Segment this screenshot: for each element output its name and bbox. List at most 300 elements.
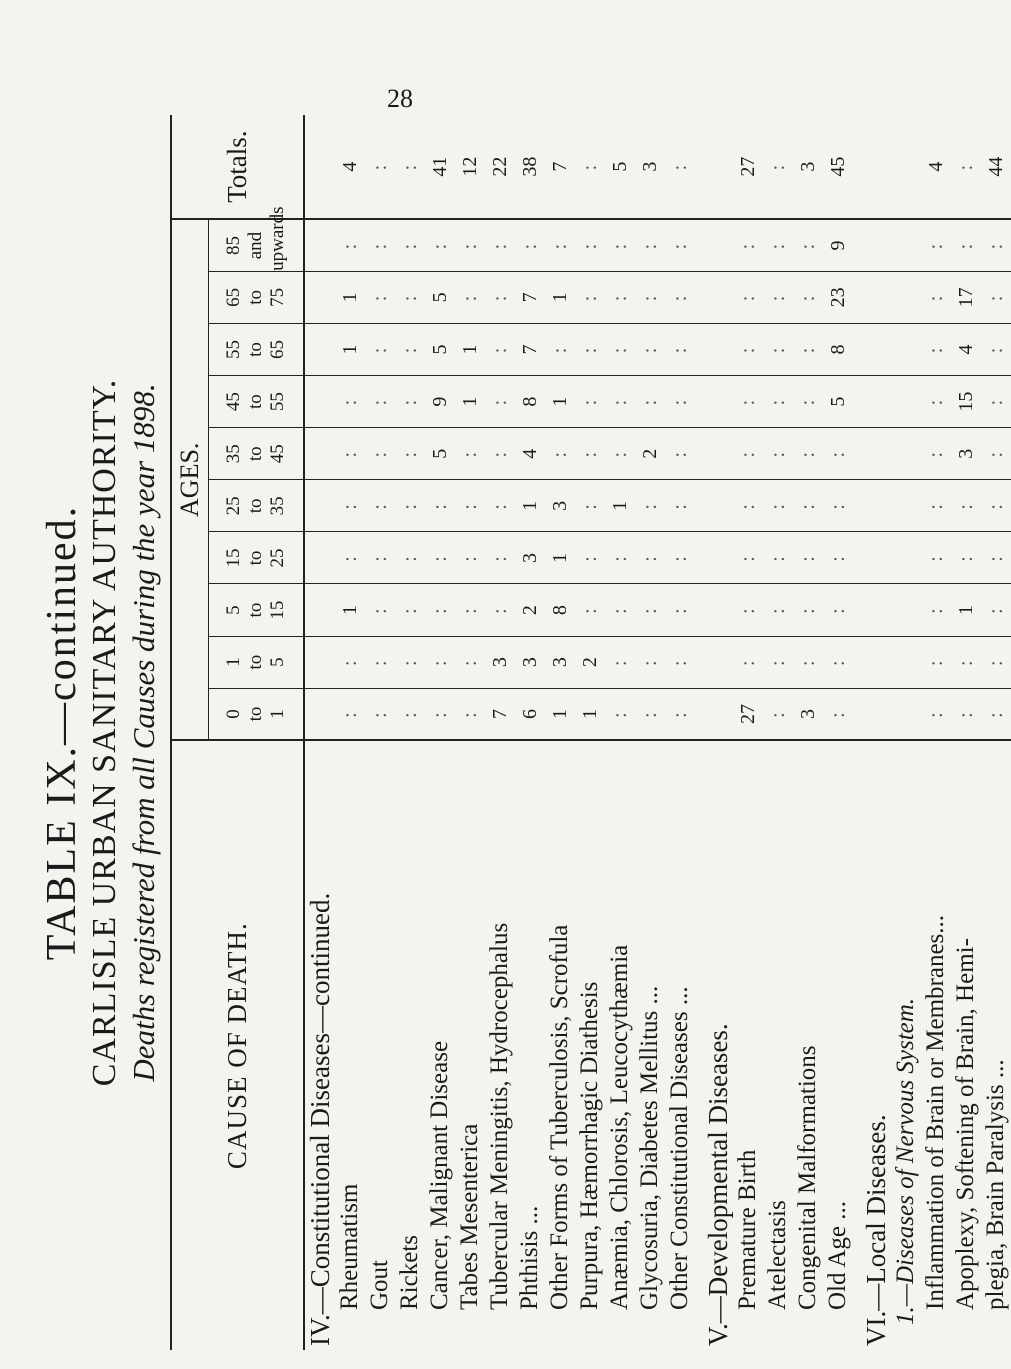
age-group-to-word: to — [245, 498, 266, 514]
age-count-cell — [304, 323, 335, 375]
age-count-cell: : — [605, 532, 635, 584]
age-count-cell: : — [605, 323, 635, 375]
row-total-cell: 45 — [823, 115, 853, 219]
age-count-cell: : — [335, 636, 365, 688]
age-count-cell: 1 — [455, 323, 485, 375]
age-count-cell — [703, 376, 733, 428]
age-count-cell: 1 — [605, 480, 635, 532]
age-count-cell: : — [823, 584, 853, 636]
age-group-header — [209, 688, 305, 740]
age-count-cell: : — [335, 219, 365, 271]
table-row — [455, 115, 485, 1350]
age-count-cell: : — [733, 532, 763, 584]
age-count-cell: : — [823, 428, 853, 480]
age-count-cell: : — [335, 480, 365, 532]
age-count-cell: 7 — [515, 323, 545, 375]
age-group-from: 0 — [223, 709, 244, 719]
age-count-cell — [703, 480, 733, 532]
authority-name: CARLISLE URBAN SANITARY AUTHORITY. — [86, 378, 123, 1087]
age-count-cell: : — [981, 428, 1011, 480]
row-total-cell: : — [763, 115, 793, 219]
age-count-cell: : — [733, 323, 763, 375]
age-group-from: 35 — [223, 444, 244, 464]
age-count-cell: : — [763, 271, 793, 323]
age-count-cell: : — [921, 323, 951, 375]
age-count-cell: : — [635, 271, 665, 323]
age-count-cell: : — [605, 584, 635, 636]
age-count-cell: : — [575, 480, 605, 532]
age-count-cell — [861, 376, 891, 428]
table-subtitle: Deaths registered from all Causes during the year 1898. — [126, 383, 161, 1082]
age-count-cell: : — [793, 584, 823, 636]
age-count-cell: : — [425, 584, 455, 636]
age-count-cell: : — [981, 271, 1011, 323]
age-count-cell: 1 — [515, 480, 545, 532]
cause-label: Old Age ... — [824, 1200, 851, 1310]
age-count-cell: : — [823, 636, 853, 688]
age-count-cell: 3 — [485, 636, 515, 688]
age-count-cell: : — [763, 480, 793, 532]
age-count-cell: 2 — [575, 636, 605, 688]
age-count-cell: : — [921, 636, 951, 688]
row-total-cell: 7 — [545, 115, 575, 219]
age-count-cell: : — [793, 532, 823, 584]
spacer-row — [853, 115, 861, 1350]
row-total-cell: : — [365, 115, 395, 219]
table-row — [485, 115, 515, 1350]
age-count-cell: : — [763, 428, 793, 480]
age-count-cell — [891, 271, 921, 323]
age-count-cell: 3 — [951, 428, 981, 480]
age-count-cell: 17 — [951, 271, 981, 323]
age-count-cell: : — [425, 636, 455, 688]
age-group-to-word: to — [245, 706, 266, 722]
age-group-header — [209, 584, 305, 636]
totals-header: Totals. — [171, 115, 304, 219]
age-group-upto: 65 — [267, 340, 288, 360]
age-count-cell: 1 — [335, 271, 365, 323]
age-count-cell: : — [981, 376, 1011, 428]
age-count-cell: : — [665, 323, 695, 375]
age-count-cell: : — [921, 271, 951, 323]
age-count-cell: : — [425, 688, 455, 740]
age-count-cell: 1 — [335, 584, 365, 636]
age-group-to-word: to — [245, 394, 266, 410]
cause-label: Tabes Mesenterica — [456, 1123, 483, 1310]
age-count-cell: : — [455, 271, 485, 323]
age-count-cell: : — [793, 636, 823, 688]
age-count-cell: : — [485, 271, 515, 323]
age-count-cell: 1 — [951, 584, 981, 636]
age-group-upto: 1 — [267, 709, 288, 719]
age-group-upto: 15 — [267, 600, 288, 620]
age-count-cell: : — [733, 584, 763, 636]
age-count-cell — [703, 688, 733, 740]
age-count-cell — [861, 219, 891, 271]
age-count-cell: : — [545, 428, 575, 480]
age-count-cell: 7 — [515, 271, 545, 323]
age-group-from: 85 — [223, 236, 244, 256]
age-group-header — [209, 428, 305, 480]
table-row — [665, 115, 695, 1350]
age-count-cell: : — [981, 219, 1011, 271]
age-count-cell — [891, 480, 921, 532]
cause-group-label: V.—Developmental Diseases. — [703, 1023, 733, 1346]
age-count-cell: : — [763, 219, 793, 271]
age-count-cell: : — [951, 688, 981, 740]
age-count-cell — [861, 480, 891, 532]
age-count-cell: : — [605, 428, 635, 480]
age-count-cell: : — [665, 219, 695, 271]
age-count-cell: : — [395, 219, 425, 271]
age-count-cell — [891, 532, 921, 584]
age-group-header — [209, 271, 305, 323]
row-total-cell — [304, 115, 335, 219]
age-count-cell: : — [793, 428, 823, 480]
row-total-cell: : — [575, 115, 605, 219]
age-count-cell — [891, 584, 921, 636]
age-count-cell — [891, 376, 921, 428]
age-count-cell: 1 — [575, 688, 605, 740]
table-row — [733, 115, 763, 1350]
age-count-cell: : — [635, 636, 665, 688]
age-group-upto: 25 — [267, 548, 288, 568]
age-count-cell: : — [455, 428, 485, 480]
age-count-cell — [891, 688, 921, 740]
age-group-to-word: to — [245, 654, 266, 670]
table-row — [545, 115, 575, 1350]
age-count-cell: : — [635, 219, 665, 271]
age-count-cell: : — [635, 480, 665, 532]
age-count-cell: : — [665, 584, 695, 636]
age-count-cell — [861, 584, 891, 636]
page-number: 28 — [387, 84, 413, 113]
age-count-cell: : — [733, 636, 763, 688]
row-total-cell: 27 — [733, 115, 763, 219]
age-count-cell: 3 — [545, 480, 575, 532]
age-count-cell — [861, 323, 891, 375]
cause-label: Rheumatism — [336, 1183, 363, 1310]
age-count-cell: 9 — [823, 219, 853, 271]
age-count-cell: 8 — [515, 376, 545, 428]
age-count-cell: 5 — [823, 376, 853, 428]
age-count-cell: : — [981, 532, 1011, 584]
table-row — [425, 115, 455, 1350]
age-group-to-word: to — [245, 602, 266, 618]
row-total-cell: 4 — [921, 115, 951, 219]
age-count-cell — [861, 532, 891, 584]
age-count-cell: : — [575, 428, 605, 480]
age-count-cell — [703, 532, 733, 584]
table-row — [575, 115, 605, 1350]
table-row — [981, 115, 1011, 1350]
table-row — [921, 115, 951, 1350]
age-count-cell: : — [365, 532, 395, 584]
row-total-cell: : — [665, 115, 695, 219]
age-count-cell: 8 — [545, 584, 575, 636]
age-count-cell: : — [733, 428, 763, 480]
age-count-cell: : — [365, 219, 395, 271]
age-count-cell — [891, 323, 921, 375]
age-group-from: 55 — [223, 340, 244, 360]
cause-label: plegia, Brain Paralysis ... — [982, 1059, 1009, 1310]
age-count-cell: : — [763, 323, 793, 375]
cause-label: Purpura, Hæmorrhagic Diathesis — [576, 981, 603, 1310]
row-total-cell: 22 — [485, 115, 515, 219]
age-count-cell: : — [981, 688, 1011, 740]
age-count-cell: : — [365, 480, 395, 532]
age-count-cell — [304, 532, 335, 584]
row-total-cell — [703, 115, 733, 219]
age-count-cell: : — [485, 584, 515, 636]
age-count-cell — [304, 636, 335, 688]
row-total-cell: 3 — [635, 115, 665, 219]
age-count-cell: : — [981, 323, 1011, 375]
table-row — [515, 115, 545, 1350]
age-count-cell — [304, 219, 335, 271]
age-count-cell: : — [665, 376, 695, 428]
age-count-cell: : — [763, 688, 793, 740]
cause-group-label: IV.—Constitutional Diseases—continued. — [305, 892, 335, 1346]
age-count-cell: : — [921, 584, 951, 636]
age-group-upto: 35 — [267, 496, 288, 516]
age-group-from: 15 — [223, 548, 244, 568]
age-count-cell: : — [665, 480, 695, 532]
age-group-upto: 55 — [267, 392, 288, 412]
table-row — [823, 115, 853, 1350]
age-group-header — [209, 480, 305, 532]
age-count-cell: : — [575, 584, 605, 636]
age-count-cell: : — [733, 376, 763, 428]
age-count-cell: : — [335, 532, 365, 584]
age-group-from: 5 — [223, 605, 244, 615]
age-count-cell: : — [395, 271, 425, 323]
age-group-from: 1 — [223, 657, 244, 667]
cause-label: Phthisis ... — [516, 1205, 543, 1310]
age-count-cell: 27 — [733, 688, 763, 740]
age-group-header — [209, 323, 305, 375]
age-count-cell: : — [335, 376, 365, 428]
age-count-cell: : — [793, 271, 823, 323]
age-count-cell: : — [733, 219, 763, 271]
cause-label: Atelectasis — [764, 1200, 791, 1310]
row-total-cell: 3 — [793, 115, 823, 219]
cause-label: 1.—Diseases of Nervous System. — [892, 997, 919, 1325]
row-total-cell: 5 — [605, 115, 635, 219]
age-count-cell: 5 — [425, 428, 455, 480]
age-count-cell — [703, 323, 733, 375]
age-group-to-word: to — [245, 446, 266, 462]
age-count-cell: 3 — [793, 688, 823, 740]
age-count-cell: : — [921, 480, 951, 532]
age-count-cell: : — [793, 323, 823, 375]
age-count-cell: : — [823, 532, 853, 584]
age-count-cell: : — [455, 636, 485, 688]
age-count-cell: : — [733, 271, 763, 323]
age-count-cell: : — [395, 584, 425, 636]
cause-group-label: VI.—Local Diseases. — [861, 1114, 891, 1346]
age-count-cell: 1 — [455, 376, 485, 428]
age-count-cell: : — [635, 376, 665, 428]
age-count-cell — [304, 688, 335, 740]
age-count-cell: 8 — [823, 323, 853, 375]
age-count-cell: 15 — [951, 376, 981, 428]
table-row — [951, 115, 981, 1350]
age-count-cell: 23 — [823, 271, 853, 323]
age-count-cell: : — [335, 428, 365, 480]
age-count-cell: : — [485, 428, 515, 480]
age-group-to-word: to — [245, 342, 266, 357]
age-count-cell: : — [335, 688, 365, 740]
table-row — [891, 115, 921, 1350]
age-group-to-word: to — [245, 290, 266, 305]
cause-label: Glycosuria, Diabetes Mellitus ... — [636, 985, 663, 1310]
age-count-cell: : — [823, 480, 853, 532]
age-count-cell: : — [365, 271, 395, 323]
age-count-cell — [861, 636, 891, 688]
age-count-cell: : — [455, 532, 485, 584]
age-count-cell: : — [575, 219, 605, 271]
age-count-cell — [304, 271, 335, 323]
cause-label: Congenital Malformations — [794, 1045, 821, 1310]
age-count-cell: : — [951, 480, 981, 532]
table-row — [861, 115, 891, 1350]
age-count-cell: 5 — [425, 271, 455, 323]
age-count-cell: : — [575, 376, 605, 428]
age-group-from: 45 — [223, 392, 244, 412]
row-total-cell: : — [395, 115, 425, 219]
table-row — [304, 115, 335, 1350]
table-row — [605, 115, 635, 1350]
age-group-to-word: and — [245, 231, 266, 260]
row-total-cell: 44 — [981, 115, 1011, 219]
age-group-header — [209, 376, 305, 428]
table-row — [635, 115, 665, 1350]
age-count-cell: : — [365, 428, 395, 480]
age-count-cell: 3 — [515, 636, 545, 688]
age-count-cell: : — [575, 532, 605, 584]
cause-label: Other Constitutional Diseases ... — [666, 986, 693, 1310]
age-count-cell: : — [921, 428, 951, 480]
age-count-cell — [703, 271, 733, 323]
age-count-cell: : — [515, 219, 545, 271]
age-count-cell: : — [395, 688, 425, 740]
age-count-cell: : — [763, 532, 793, 584]
age-group-from: 65 — [223, 287, 244, 307]
age-count-cell — [703, 428, 733, 480]
row-total-cell: : — [951, 115, 981, 219]
age-count-cell: 2 — [635, 428, 665, 480]
cause-label: Anæmia, Chlorosis, Leucocythæmia — [606, 944, 633, 1310]
age-count-cell: 4 — [951, 323, 981, 375]
cause-label: Gout — [366, 1260, 393, 1310]
age-count-cell: : — [395, 480, 425, 532]
cause-of-death-header: CAUSE OF DEATH. — [171, 740, 304, 1350]
table-row — [763, 115, 793, 1350]
age-count-cell: : — [981, 480, 1011, 532]
cause-label: Premature Birth — [734, 1149, 761, 1310]
age-group-header — [209, 206, 305, 271]
age-count-cell: : — [733, 480, 763, 532]
row-total-cell: 4 — [335, 115, 365, 219]
age-count-cell: : — [365, 323, 395, 375]
table-row — [703, 115, 733, 1350]
age-count-cell: : — [575, 323, 605, 375]
age-count-cell: : — [425, 219, 455, 271]
age-count-cell: : — [665, 271, 695, 323]
spacer-row — [695, 115, 703, 1350]
age-count-cell: : — [763, 636, 793, 688]
ages-header: AGES. — [171, 219, 209, 740]
age-count-cell: : — [395, 428, 425, 480]
age-count-cell: : — [455, 480, 485, 532]
age-count-cell: 1 — [545, 271, 575, 323]
row-total-cell — [891, 115, 921, 219]
age-count-cell: 4 — [515, 428, 545, 480]
cause-label: Apoplexy, Softening of Brain, Hemi- — [952, 938, 979, 1310]
age-group-upto: 75 — [267, 287, 288, 307]
age-count-cell: : — [951, 219, 981, 271]
age-count-cell: : — [981, 636, 1011, 688]
age-count-cell: 1 — [545, 688, 575, 740]
age-group-upto: 45 — [267, 444, 288, 464]
age-count-cell: : — [425, 480, 455, 532]
age-count-cell — [304, 376, 335, 428]
age-count-cell: : — [763, 376, 793, 428]
cause-label: Inflammation of Brain or Membranes... — [922, 914, 949, 1310]
age-count-cell: : — [545, 219, 575, 271]
age-count-cell: : — [575, 271, 605, 323]
age-count-cell: 3 — [515, 532, 545, 584]
age-count-cell: : — [395, 323, 425, 375]
age-count-cell — [891, 428, 921, 480]
age-count-cell: : — [763, 584, 793, 636]
age-count-cell — [703, 636, 733, 688]
age-count-cell: : — [485, 376, 515, 428]
age-count-cell: : — [981, 584, 1011, 636]
age-count-cell: : — [545, 323, 575, 375]
age-count-cell: : — [485, 532, 515, 584]
table-row — [335, 115, 365, 1350]
age-count-cell — [703, 219, 733, 271]
cause-label: Tubercular Meningitis, Hydrocephalus — [486, 922, 513, 1310]
age-count-cell: : — [455, 688, 485, 740]
age-count-cell — [304, 428, 335, 480]
cause-label: Cancer, Malignant Disease — [426, 1040, 453, 1310]
age-count-cell: 6 — [515, 688, 545, 740]
age-count-cell — [304, 584, 335, 636]
age-count-cell: : — [425, 532, 455, 584]
age-count-cell: : — [921, 688, 951, 740]
age-count-cell: : — [665, 428, 695, 480]
age-group-to-word: to — [245, 550, 266, 566]
row-total-cell — [861, 115, 891, 219]
age-count-cell: : — [635, 323, 665, 375]
age-count-cell — [891, 636, 921, 688]
age-count-cell: : — [951, 636, 981, 688]
rotated-table-page — [30, 115, 1009, 1350]
age-count-cell: : — [365, 636, 395, 688]
row-total-cell: 12 — [455, 115, 485, 219]
age-count-cell: : — [921, 376, 951, 428]
age-count-cell — [703, 584, 733, 636]
age-count-cell: 1 — [545, 376, 575, 428]
age-count-cell: : — [365, 688, 395, 740]
age-count-cell: : — [605, 636, 635, 688]
age-count-cell: : — [793, 219, 823, 271]
age-count-cell: : — [665, 688, 695, 740]
age-count-cell: : — [921, 532, 951, 584]
